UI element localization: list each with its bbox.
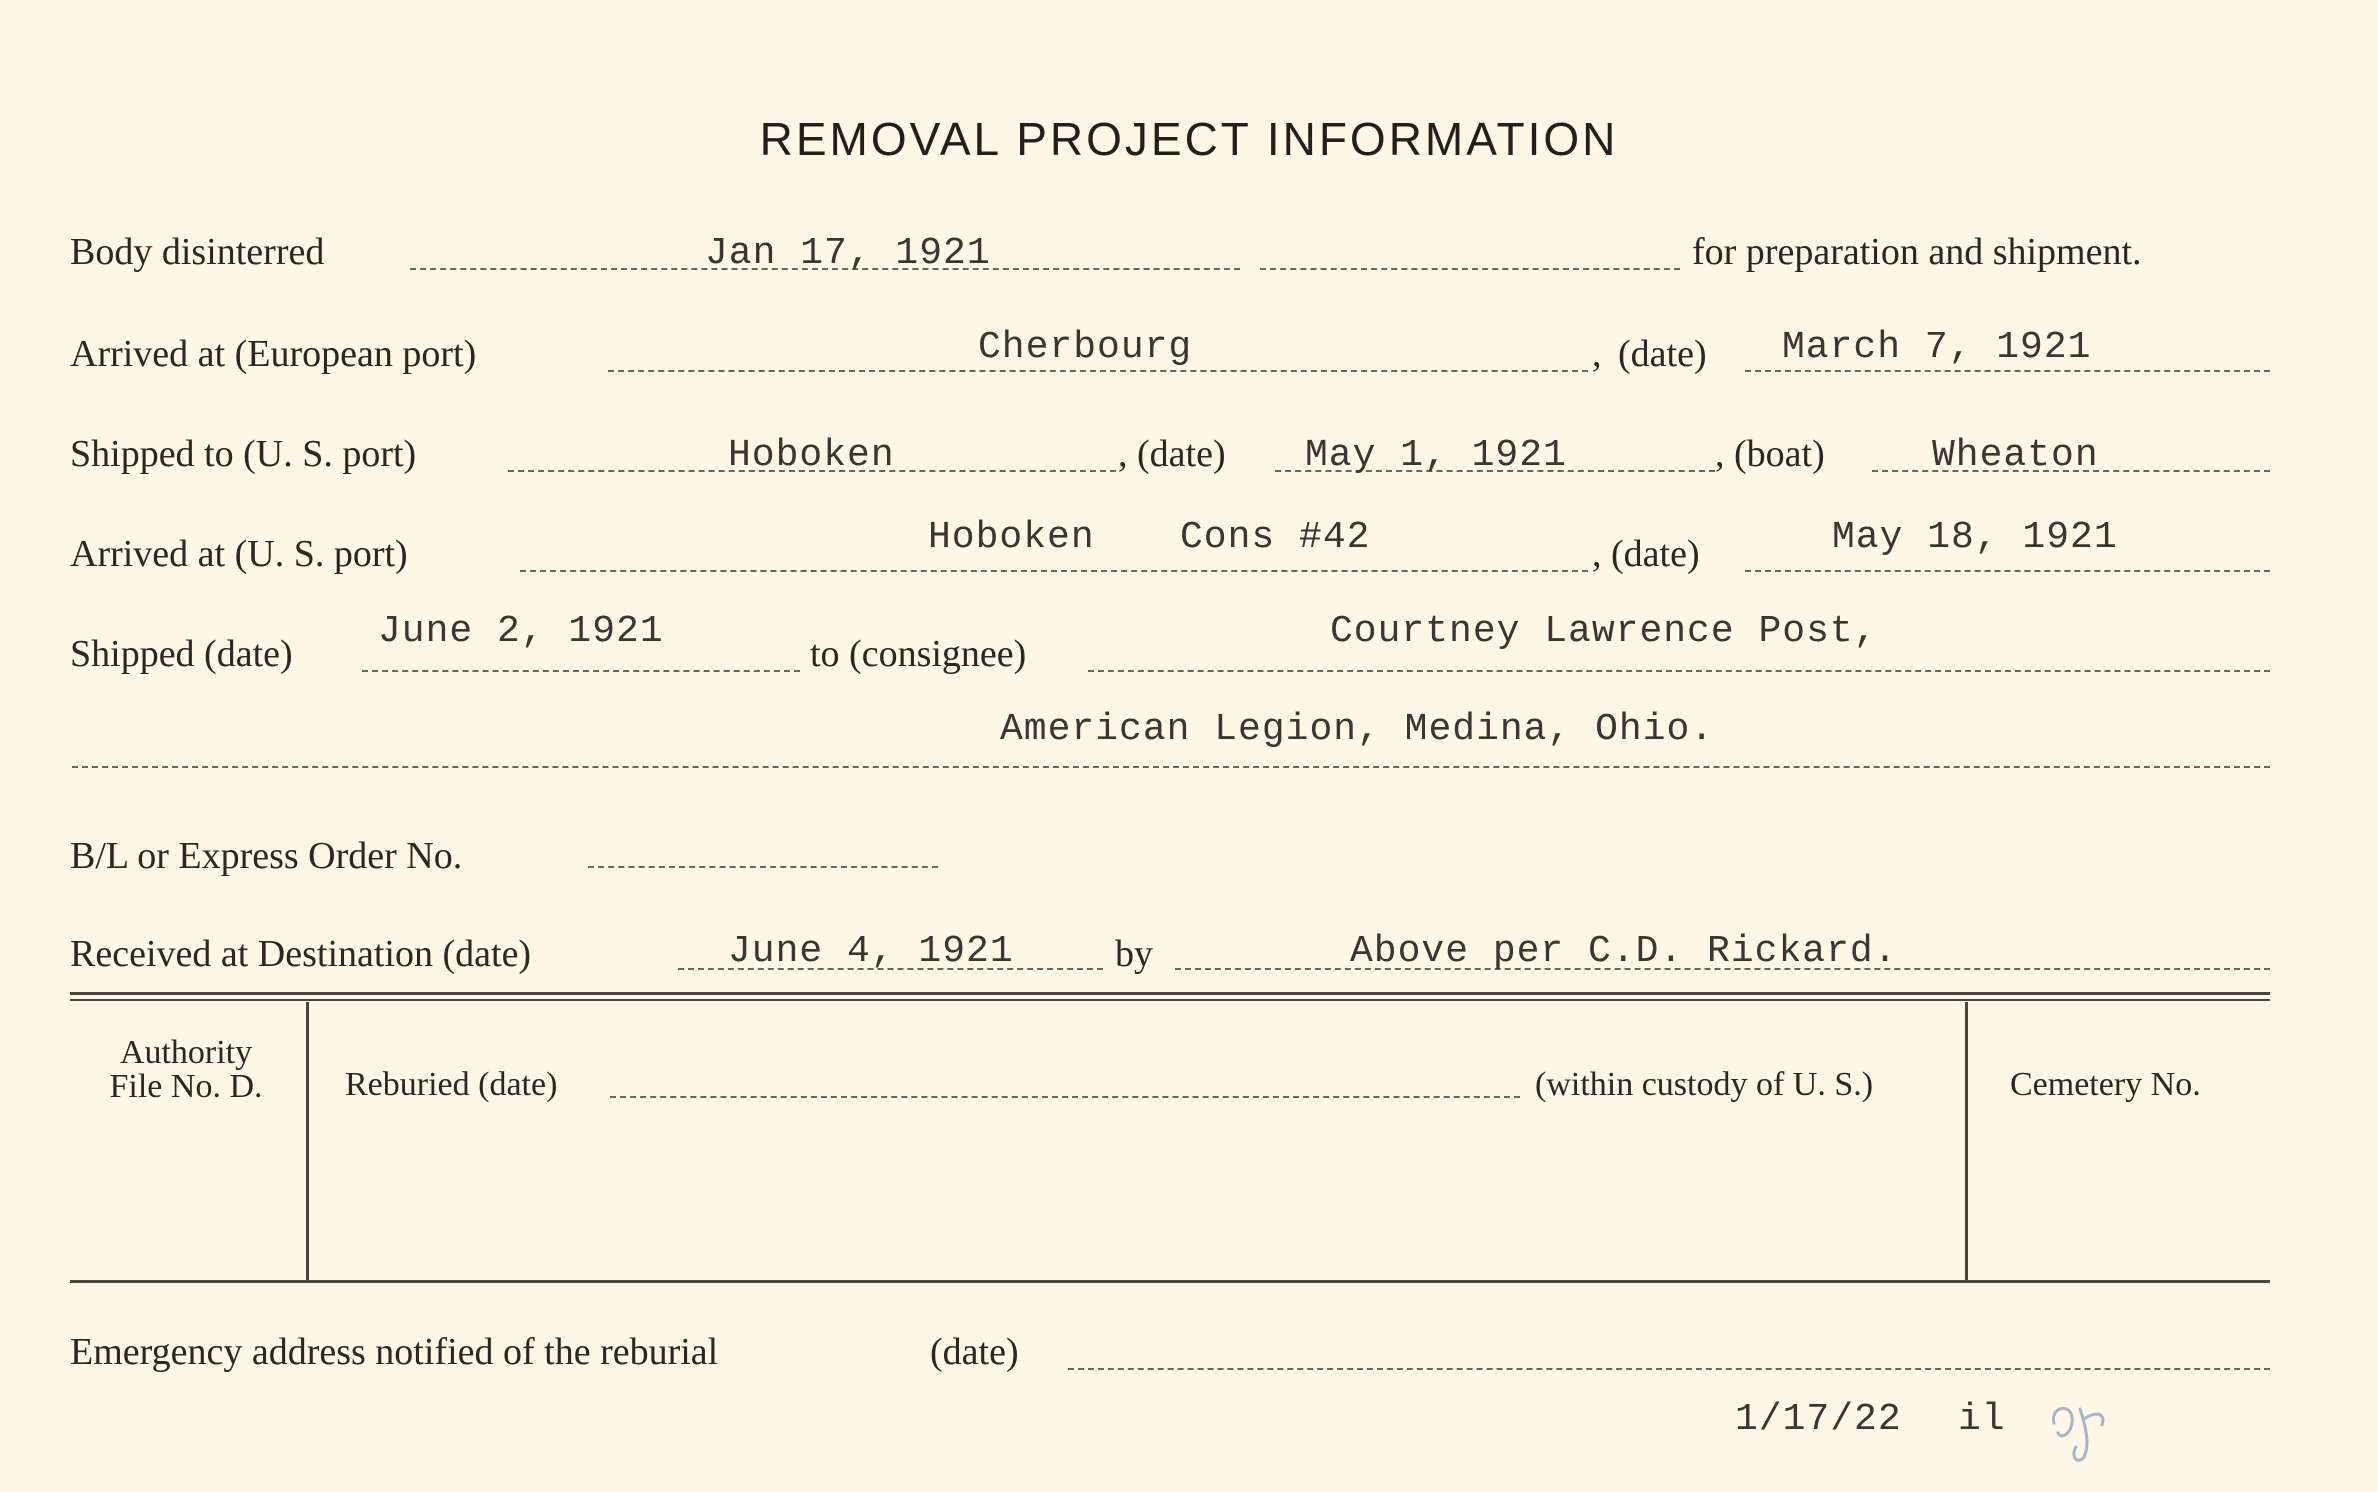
table-bottom-rule (70, 1280, 2270, 1283)
arrived-european-date-value: March 7, 1921 (1782, 326, 2092, 369)
body-disinterred-label: Body disinterred (70, 231, 325, 273)
body-disinterred-value: Jan 17, 1921 (705, 232, 991, 275)
authority-label-line2: File No. D. (109, 1068, 263, 1105)
table-divider-right (1965, 1002, 1968, 1280)
body-disinterred-suffix: for preparation and shipment. (1692, 231, 2142, 273)
reburied-line (610, 1096, 1520, 1098)
arrived-us-date-value: May 18, 1921 (1832, 516, 2118, 559)
arrived-us-label: Arrived at (U. S. port) (70, 533, 408, 575)
emergency-date-label: (date) (930, 1331, 1019, 1373)
consignee-value-line2: American Legion, Medina, Ohio. (1000, 708, 1715, 751)
consignee-label: to (consignee) (810, 633, 1027, 675)
consignee-line-2 (72, 766, 2270, 768)
cemetery-label: Cemetery No. (2010, 1066, 2201, 1103)
shipped-to-us-label: Shipped to (U. S. port) (70, 433, 417, 475)
emergency-label: Emergency address notified of the reburial (70, 1331, 719, 1373)
shipped-to-us-boat-label: , (boat) (1715, 433, 1825, 475)
shipped-date-value: June 2, 1921 (378, 610, 664, 653)
emergency-line (1068, 1368, 2270, 1370)
footer-initials: il (1958, 1398, 2006, 1441)
card-title: REMOVAL PROJECT INFORMATION (759, 113, 1619, 165)
consignee-line (1088, 670, 2270, 672)
arrived-european-line (608, 370, 1588, 372)
custody-label: (within custody of U. S.) (1535, 1066, 1874, 1103)
arrived-european-port-value: Cherbourg (978, 326, 1193, 369)
footer-stamp-date: 1/17/22 (1735, 1398, 1902, 1441)
shipped-to-us-port-value: Hoboken (728, 434, 895, 477)
received-label: Received at Destination (date) (70, 933, 532, 975)
handwritten-initials-mark (2040, 1385, 2130, 1475)
table-top-rule (70, 992, 2270, 995)
arrived-us-cons-value: Cons #42 (1180, 516, 1371, 559)
received-by-label: by (1115, 933, 1153, 975)
bl-order-label: B/L or Express Order No. (70, 835, 463, 877)
arrived-european-label: Arrived at (European port) (70, 333, 477, 375)
shipped-date-line (362, 670, 800, 672)
body-disinterred-line-2 (1260, 268, 1680, 270)
arrived-us-port-value: Hoboken (928, 516, 1095, 559)
received-by-value: Above per C.D. Rickard. (1350, 930, 1898, 973)
arrived-us-line (520, 570, 1588, 572)
table-divider-left (306, 1002, 309, 1280)
shipped-to-us-boat-value: Wheaton (1932, 434, 2099, 477)
consignee-value: Courtney Lawrence Post, (1330, 610, 1878, 653)
shipped-to-us-date-label: , (date) (1118, 433, 1226, 475)
shipped-to-us-date-value: May 1, 1921 (1305, 434, 1567, 477)
bl-order-line (588, 866, 938, 868)
arrived-european-date-line (1745, 370, 2270, 372)
arrived-european-date-label: (date) (1618, 333, 1707, 375)
arrived-european-comma: , (1592, 333, 1602, 375)
authority-label-line1: Authority (119, 1034, 253, 1071)
arrived-us-date-line (1745, 570, 2270, 572)
received-date-value: June 4, 1921 (728, 930, 1014, 973)
reburied-label: Reburied (date) (345, 1066, 558, 1103)
table-top-rule-2 (70, 999, 2270, 1001)
arrived-us-date-label: , (date) (1592, 533, 1700, 575)
shipped-date-label: Shipped (date) (70, 633, 293, 675)
